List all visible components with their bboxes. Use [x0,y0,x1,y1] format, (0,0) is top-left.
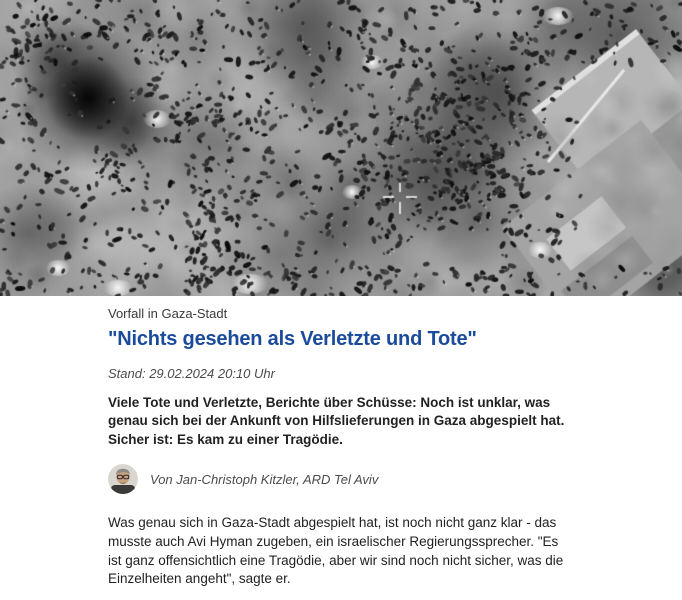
article-timestamp: Stand: 29.02.2024 20:10 Uhr [108,365,275,381]
article-paragraph: Was genau sich in Gaza-Stadt abgespielt hat, ist noch nicht ganz klar - das musste auch Avi Hyman zugeben, ein israelischer Regierungssprecher. "Es ist ganz offensichtlich eine Tragödie, aber wir sind noch nicht sicher, was die Einzelheiten angeht", sagte er. [108,515,564,587]
article-content [0,296,566,589]
kicker: Vorfall in Gaza-Stadt [108,306,228,321]
author-avatar [108,464,138,494]
article-headline: "Nichts gesehen als Verletzte und Tote" [108,327,477,350]
author-photo-icon [108,464,138,494]
article-hero-figure [0,0,682,296]
author-byline: Von Jan-Christoph Kitzler, ARD Tel Aviv [150,471,379,487]
article-lead: Viele Tote und Verletzte, Berichte über Schüsse: Noch ist unklar, was genau sich bei der Ankunft von Hilfslieferungen in Gaza abgespielt hat. Sicher ist: Es kam zu einer Tragödie. [108,394,565,448]
author-byline-row [108,464,566,494]
article-hero-image [0,0,682,296]
